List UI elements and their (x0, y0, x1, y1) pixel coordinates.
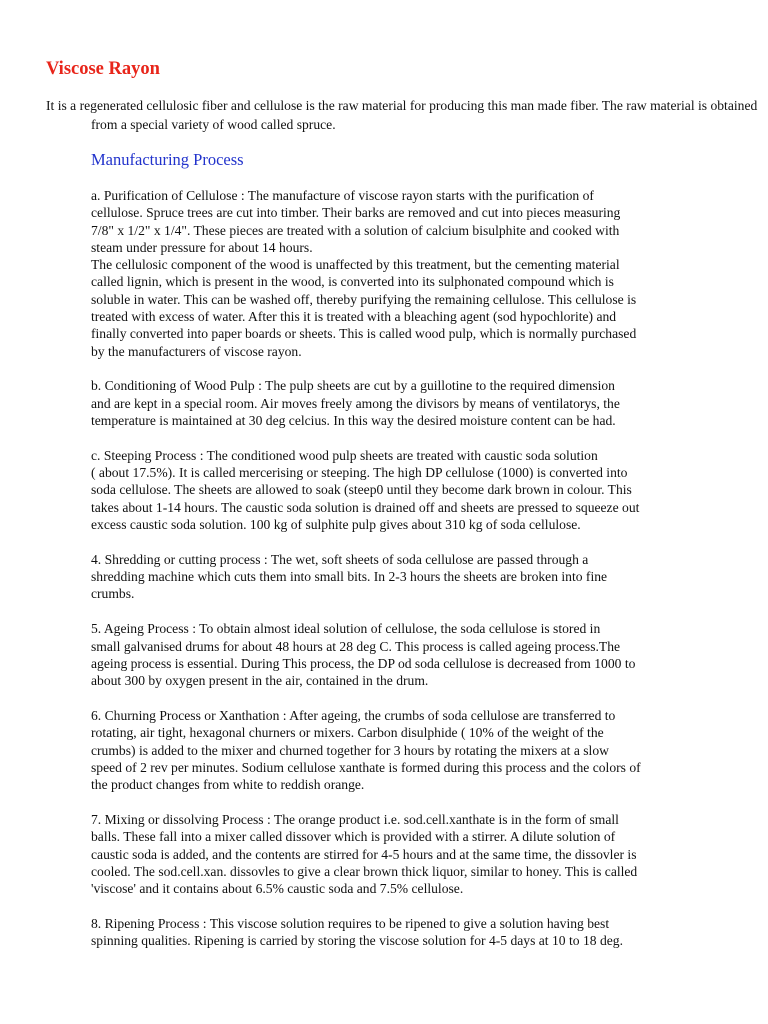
process-step-paragraph (91, 620, 713, 689)
paragraph-line: 'viscose' and it contains about 6.5% caustic soda and 7.5% cellulose. (91, 881, 464, 897)
paragraph-line: small galvanised drums for about 48 hours at 28 deg C. This process is called ageing process.The (91, 638, 621, 654)
paragraph-line: the product changes from white to reddish orange. (91, 777, 365, 793)
process-step-paragraph (91, 707, 713, 793)
paragraph-line: shredding machine which cuts them into small bits. In 2-3 hours the sheets are broken into fine (91, 569, 608, 585)
process-step-paragraph (91, 811, 713, 897)
paragraph-line: crumbs) is added to the mixer and churned together for 3 hours by rotating the mixers at a slow (91, 742, 609, 758)
paragraph-line: by the manufacturers of viscose rayon. (91, 343, 302, 359)
paragraph-line: about 300 by oxygen present in the air, contained in the drum. (91, 673, 429, 689)
paragraph-line: temperature is maintained at 30 deg celcius. In this way the desired moisture content can be had. (91, 413, 616, 429)
process-step-paragraph (91, 447, 713, 533)
paragraph-line: 4. Shredding or cutting process : The wet, soft sheets of soda cellulose are passed through a (91, 551, 589, 567)
intro-paragraph: It is a regenerated cellulosic fiber and cellulose is the raw material for producing this man made fiber. The raw material is obtained from a special variety of wood called spruce. (46, 98, 758, 132)
paragraph-line: b. Conditioning of Wood Pulp : The pulp sheets are cut by a guillotine to the required dimension (91, 378, 615, 394)
paragraph-line: c. Steeping Process : The conditioned wood pulp sheets are treated with caustic soda solution (91, 447, 598, 463)
paragraph-line: called lignin, which is present in the wood, is converted into its sulphonated compound which is (91, 274, 614, 290)
paragraph-line: takes about 1-14 hours. The caustic soda solution is drained off and sheets are pressed to squeeze out (91, 499, 640, 515)
paragraph-line: cooled. The sod.cell.xan. dissovles to give a clear brown thick liquor, similar to honey. This is called (91, 863, 638, 879)
page-title: Viscose Rayon (46, 59, 160, 79)
paragraph-line: soda cellulose. The sheets are allowed to soak (steep0 until they become dark brown in colour. This (91, 482, 632, 498)
paragraph-line: spinning qualities. Ripening is carried by storing the viscose solution for 4-5 days at 10 to 18 deg. (91, 933, 623, 949)
paragraph-line: 8. Ripening Process : This viscose solution requires to be ripened to give a solution having best (91, 915, 610, 931)
paragraph-line: cellulose. Spruce trees are cut into timber. Their barks are removed and cut into pieces measuring (91, 205, 621, 221)
paragraph-line: treated with excess of water. After this it is treated with a bleaching agent (sod hypochlorite) and (91, 309, 617, 325)
process-step-paragraph (91, 187, 713, 360)
paragraph-line: speed of 2 rev per minutes. Sodium cellulose xanthate is formed during this process and the colors of (91, 759, 641, 775)
process-step-paragraph (91, 551, 713, 603)
paragraph-line: excess caustic soda solution. 100 kg of sulphite pulp gives about 310 kg of soda cellulose. (91, 517, 581, 533)
paragraph-line: finally converted into paper boards or sheets. This is called wood pulp, which is normally purchased (91, 326, 637, 342)
paragraph-line: 7. Mixing or dissolving Process : The orange product i.e. sod.cell.xanthate is in the form of small (91, 811, 619, 827)
paragraph-line: The cellulosic component of the wood is unaffected by this treatment, but the cementing material (91, 257, 620, 273)
paragraph-line: caustic soda is added, and the contents are stirred for 4-5 hours and at the same time, the dissovler is (91, 846, 637, 862)
paragraph-line: and are kept in a special room. Air moves freely among the divisors by means of ventilatorys, the (91, 395, 620, 411)
section-heading: Manufacturing Process (91, 150, 244, 169)
process-step-paragraph (91, 377, 713, 429)
process-steps (91, 187, 713, 967)
process-step-paragraph (91, 915, 713, 950)
paragraph-line: 7/8" x 1/2" x 1/4". These pieces are treated with a solution of calcium bisulphite and cooked with (91, 222, 620, 238)
paragraph-line: 5. Ageing Process : To obtain almost ideal solution of cellulose, the soda cellulose is stored in (91, 621, 601, 637)
paragraph-line: steam under pressure for about 14 hours. (91, 239, 313, 255)
paragraph-line: ageing process is essential. During This process, the DP od soda cellulose is decreased from 1000 to (91, 655, 636, 671)
paragraph-line: rotating, air tight, hexagonal churners or mixers. Carbon disulphide ( 10% of the weight of the (91, 725, 604, 741)
paragraph-line: crumbs. (91, 586, 135, 602)
paragraph-line: a. Purification of Cellulose : The manufacture of viscose rayon starts with the purification of (91, 188, 594, 203)
paragraph-line: ( about 17.5%). It is called mercerising or steeping. The high DP cellulose (1000) is converted into (91, 465, 628, 481)
paragraph-line: soluble in water. This can be washed off, thereby purifying the remaining cellulose. This cellulose is (91, 291, 637, 307)
paragraph-line: 6. Churning Process or Xanthation : After ageing, the crumbs of soda cellulose are transferred to (91, 707, 616, 723)
paragraph-line: balls. These fall into a mixer called dissover which is provided with a stirrer. A dilute solution of (91, 829, 616, 845)
